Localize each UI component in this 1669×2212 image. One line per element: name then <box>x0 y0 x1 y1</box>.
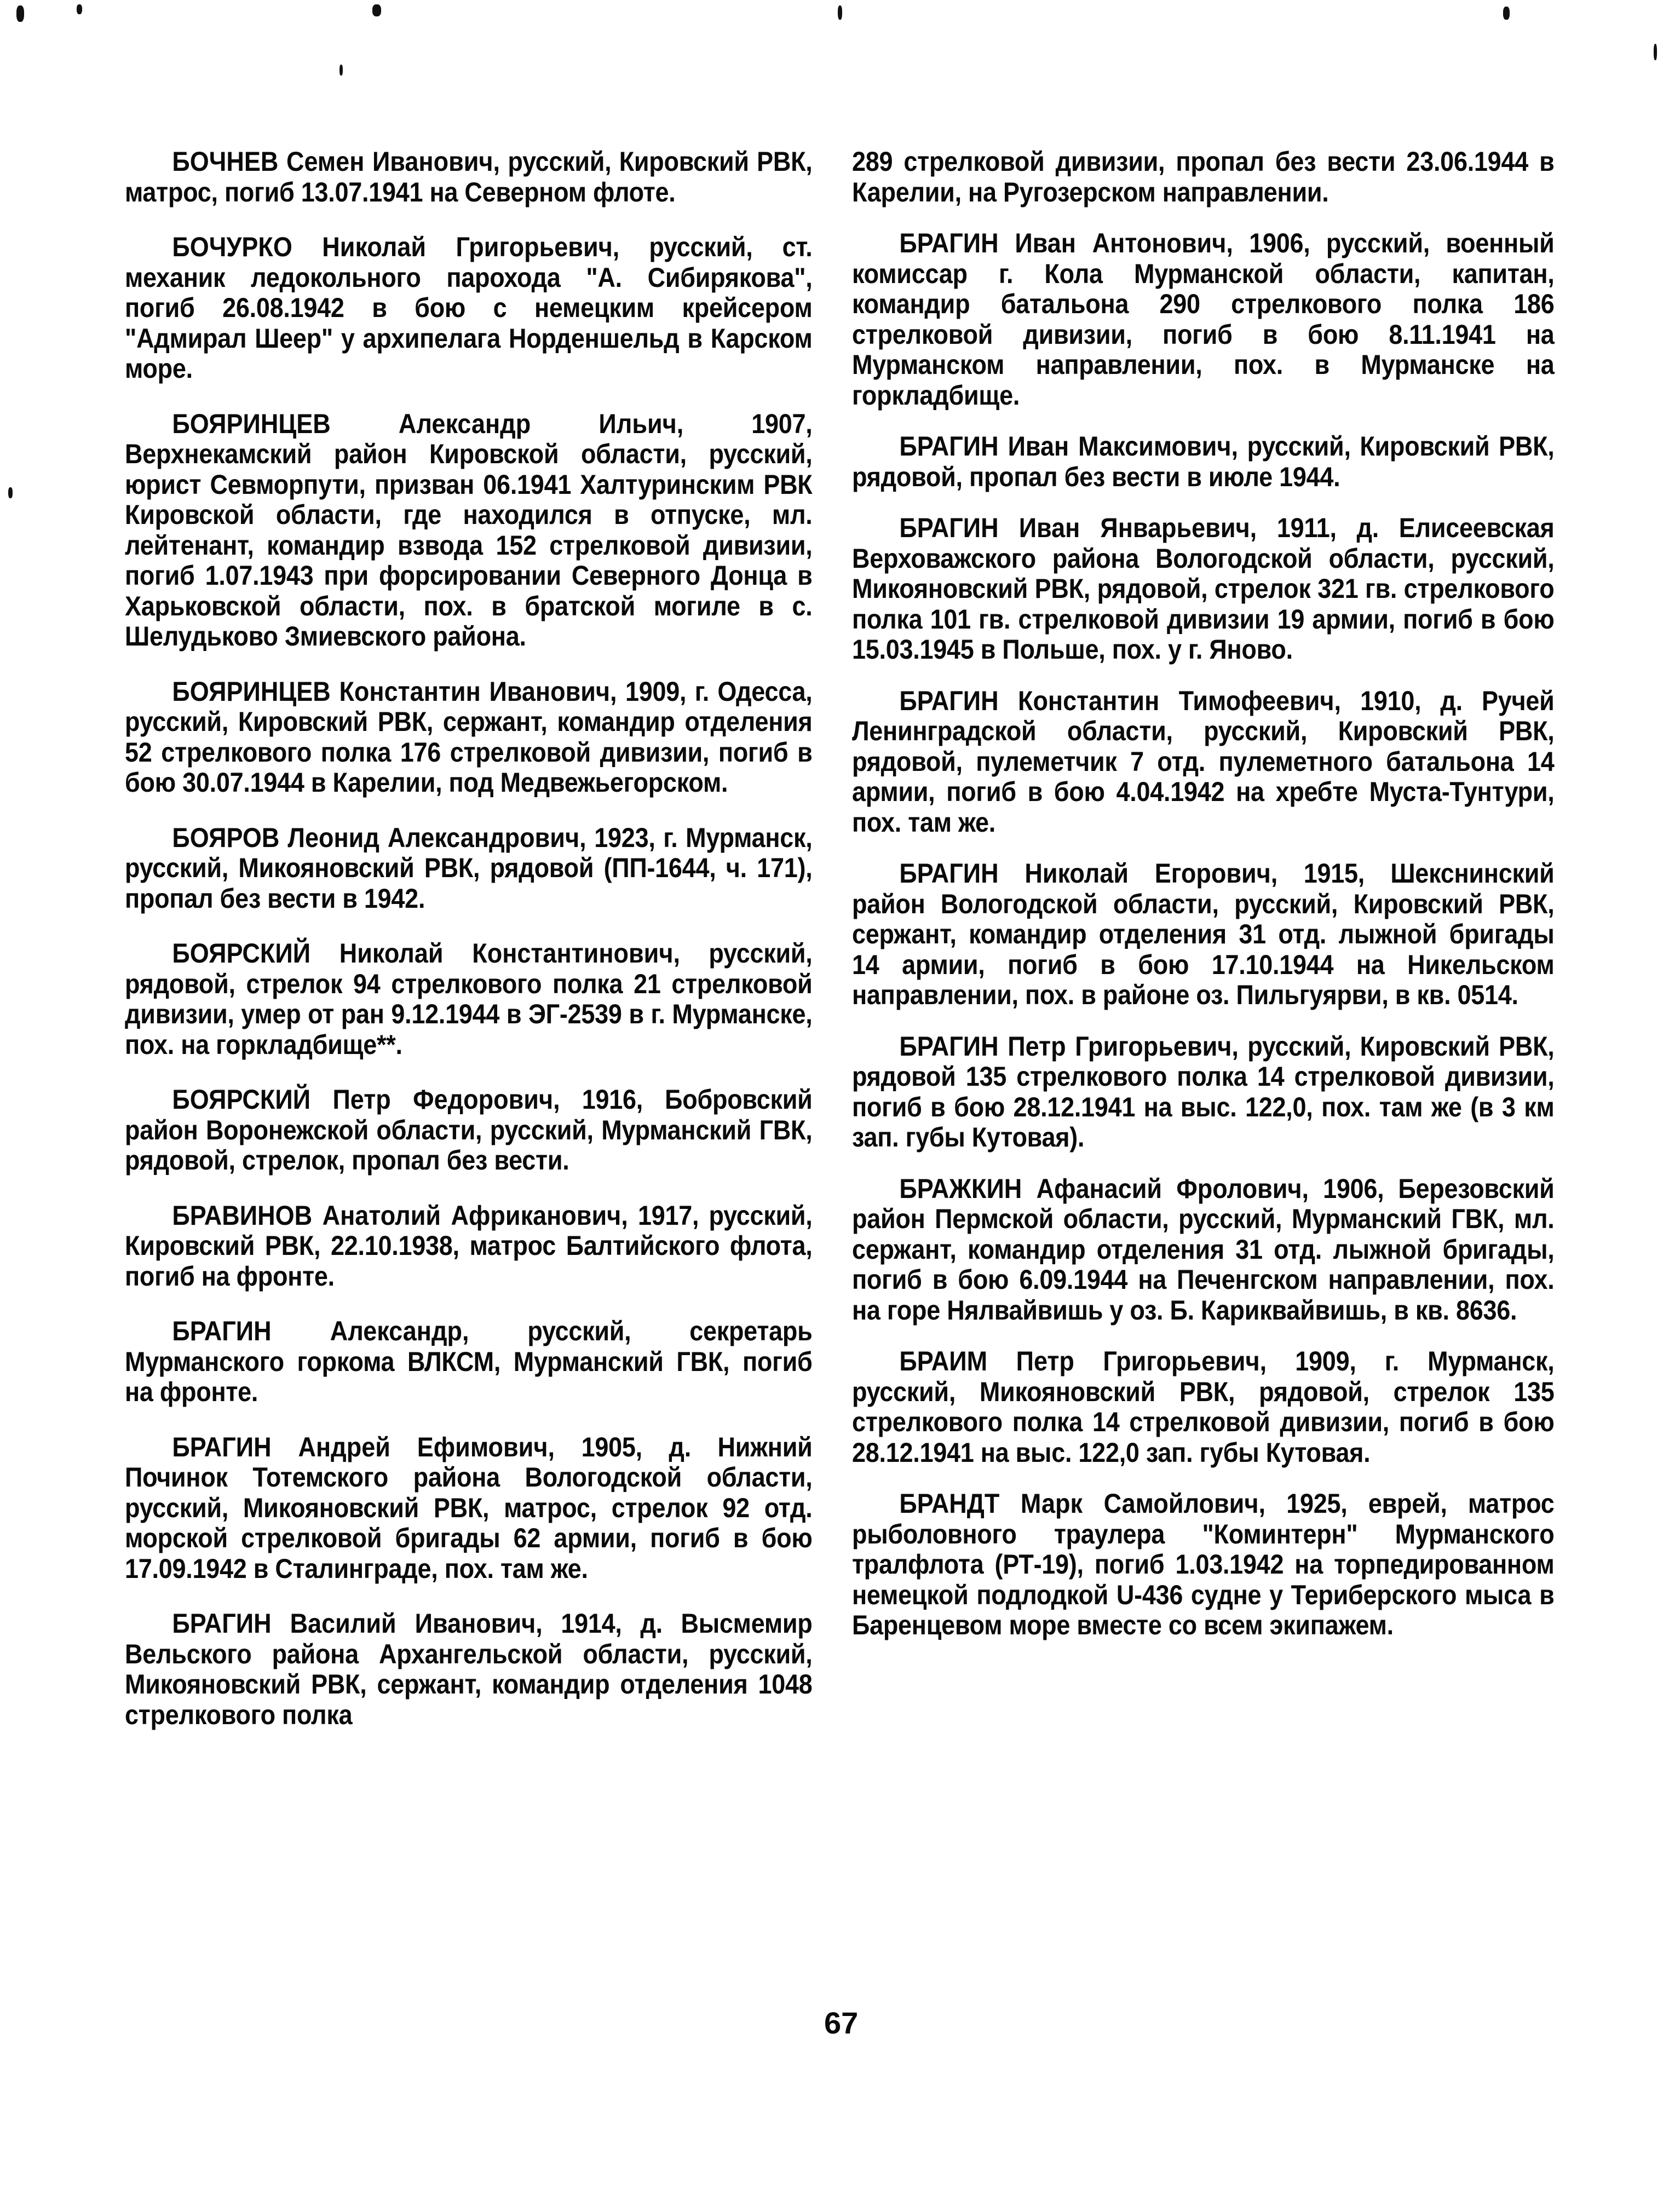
entry-name: БРАГИН Иван Максимович, <box>899 431 1238 462</box>
entry-text: русский, секретарь Мурманского горкома ВЛКСМ, Мурманский ГВК, погиб на фронте. <box>125 1316 813 1407</box>
entry <box>852 1032 1555 1153</box>
entry <box>852 1174 1555 1326</box>
entry-text: 1909, г. Мурманск, русский, Микояновский РВК, рядовой, стрелок 135 стрелкового полка 14 стрелковой дивизии, погиб в бою 28.12.1941 на выс. 122,0 зап. губы Кутовая. <box>852 1346 1555 1468</box>
entry-text: 1916, Бобровский район Воронежской области, русский, Мурманский ГВК, рядовой, стрелок, пропал без вести. <box>125 1084 813 1176</box>
entry-text: 1911, д. Елисеевская Верховажского района Вологодской области, русский, Микояновский РВК, рядовой, стрелок 321 гв. стрелкового полка 101 гв. стрелковой дивизии 19 армии, погиб в бою 15.03.1945 в Польше, пох. у г. Яново. <box>852 512 1555 665</box>
entry <box>125 938 813 1060</box>
entry-name: БРАНДТ Марк Самойлович, <box>899 1488 1265 1519</box>
entry <box>125 147 813 208</box>
entry <box>852 859 1555 1011</box>
entry <box>125 1085 813 1176</box>
left-column <box>125 147 813 1755</box>
entry-text: 1907, Верхнекамский район Кировской области, русский, юрист Севморпути, призван 06.1941 Халтуринским РВК Кировской области, где находился в отпуске, мл. лейтенант, командир взвода 152 стрелковой дивизии, погиб 1.07.1943 при форсировании Северного Донца в Харьковской области, пох. в братской могиле в с. Шелудьково Змиевского района. <box>125 408 813 652</box>
entry <box>852 228 1555 411</box>
right-column <box>852 147 1555 1662</box>
entry <box>125 409 813 652</box>
entry-continuation <box>852 147 1555 208</box>
entry-text: 1910, д. Ручей Ленинградской области, русский, Кировский РВК, рядовой, пулеметчик 7 отд. пулеметного батальона 14 армии, погиб в бою 4.04.1942 на хребте Муста-Тунтури, пох. там же. <box>852 685 1555 838</box>
entry-text: 1906, русский, военный комиссар г. Кола Мурманской области, капитан, командир батальона 290 стрелкового полка 186 стрелковой дивизии, погиб в бою 8.11.1941 на Мурманском направлении, пох. в Мурманске на горкладбище. <box>852 228 1555 411</box>
entry-text: 1906, Березовский район Пермской области, русский, Мурманский ГВК, мл. сержант, командир отделения 31 отд. лыжной бригады, погиб в бою 6.09.1944 на Печенгском направлении, пох. на горе Нялвайвишь у оз. Б. Кариквайвишь, в кв. 8636. <box>852 1173 1555 1326</box>
scan-speck <box>372 4 381 16</box>
entry-name: БОЯРИНЦЕВ Константин Иванович, <box>172 676 617 707</box>
entry-name: БРАГИН Александр, <box>172 1316 469 1346</box>
entry <box>852 1346 1555 1468</box>
entry-name: БРАГИН Иван Январьевич, <box>899 512 1257 543</box>
entry-text: 1905, д. Нижний Починок Тотемского района Вологодской области, русский, Микояновский РВК, матрос, стрелок 92 отд. морской стрелковой бригады 62 армии, погиб в бою 17.09.1942 в Сталинграде, пох. там же. <box>125 1431 813 1584</box>
entry-name: БРАЖКИН Афанасий Фролович, <box>899 1173 1309 1204</box>
entry-text: 1914, д. Высмемир Вельского района Архангельской области, русский, Микояновский РВК, сержант, командир отделения 1048 стрелкового полка <box>125 1608 813 1730</box>
scan-speck <box>339 65 343 76</box>
entry-name: БОЯРСКИЙ Петр Федорович, <box>172 1084 560 1115</box>
scan-speck <box>77 4 82 14</box>
entry-name: БОЯРОВ Леонид Александрович, <box>172 822 586 853</box>
entry-name: БРАИМ Петр Григорьевич, <box>899 1346 1267 1376</box>
entry-name: БРАВИНОВ Анатолий Африканович, <box>172 1200 628 1231</box>
entry <box>125 823 813 914</box>
scan-speck <box>8 487 13 498</box>
entry <box>852 686 1555 838</box>
entry-text: русский, рядовой, стрелок 94 стрелкового полка 21 стрелковой дивизии, умер от ран 9.12.1944 в ЭГ-2539 в г. Мурманске, пох. на горкладбище**. <box>125 938 813 1060</box>
entry <box>125 1316 813 1408</box>
entry-name: БРАГИН Иван Антонович, <box>899 228 1233 258</box>
entry-text: 1923, г. Мурманск, русский, Микояновский РВК, рядовой (ПП-1644, ч. 171), пропал без вести в 1942. <box>125 822 813 914</box>
entry <box>125 677 813 798</box>
scan-speck <box>16 5 24 22</box>
entry-name: БОЯРСКИЙ Николай Константинович, <box>172 938 680 969</box>
entry-name: БОЧНЕВ Семен Иванович, <box>172 146 500 177</box>
entry-text: 1915, Шекснинский район Вологодской области, русский, Кировский РВК, сержант, командир отделения 31 отд. лыжной бригады 14 армии, погиб в бою 17.10.1944 на Никельском направлении, пох. в районе оз. Пильгуярви, в кв. 0514. <box>852 858 1555 1010</box>
entry <box>125 232 813 384</box>
entry-text: русский, ст. механик ледокольного парохода "А. Сибирякова", погиб 26.08.1942 в бою с немецким крейсером "Адмирал Шеер" у архипелага Норденшельд в Карском море. <box>125 232 813 384</box>
entry-text: русский, Кировский РВК, рядовой, пропал без вести в июле 1944. <box>852 431 1555 492</box>
entry-name: БРАГИН Константин Тимофеевич, <box>899 685 1342 716</box>
entry <box>852 513 1555 665</box>
entry-text: 289 стрелковой дивизии, пропал без вести 23.06.1944 в Карелии, на Ругозерском направлении. <box>852 146 1555 208</box>
entry <box>125 1432 813 1585</box>
entry <box>125 1201 813 1292</box>
scan-speck <box>838 5 842 20</box>
entry-name: БРАГИН Николай Егорович, <box>899 858 1278 889</box>
entry-text: 1925, еврей, матрос рыболовного траулера "Коминтерн" Мурманского тралфлота (РТ-19), погиб 1.03.1942 на торпедированном немецкой подлодкой U-436 судне у Териберского мыса в Баренцевом море вместе со всем экипажем. <box>852 1488 1555 1640</box>
entry-name: БОЧУРКО Николай Григорьевич, <box>172 232 620 262</box>
scan-speck <box>1654 44 1657 60</box>
entry-text: русский, Кировский РВК, матрос, погиб 13.07.1941 на Северном флоте. <box>125 146 813 208</box>
entry-name: БОЯРИНЦЕВ Александр Ильич, <box>172 408 684 439</box>
entry-name: БРАГИН Петр Григорьевич, <box>899 1030 1239 1062</box>
entry-name: БРАГИН Андрей Ефимович, <box>172 1431 555 1462</box>
scan-speck <box>1503 7 1510 20</box>
entry-text: русский, Кировский РВК, рядовой 135 стрелкового полка 14 стрелковой дивизии, погиб в бою 28.12.1941 на выс. 122,0, пох. там же (в 3 км зап. губы Кутовая). <box>852 1030 1555 1153</box>
entry <box>852 431 1555 492</box>
entry-text: 1909, г. Одесса, русский, Кировский РВК, сержант, командир отделения 52 стрелкового полка 176 стрелковой дивизии, погиб в бою 30.07.1944 в Карелии, под Медвежьегорском. <box>125 676 813 798</box>
entry-name: БРАГИН Василий Иванович, <box>172 1608 543 1639</box>
page-number: 67 <box>824 2006 859 2040</box>
entry <box>852 1489 1555 1641</box>
entry-text: 1917, русский, Кировский РВК, 22.10.1938, матрос Балтийского флота, погиб на фронте. <box>125 1200 813 1292</box>
entry <box>125 1609 813 1730</box>
